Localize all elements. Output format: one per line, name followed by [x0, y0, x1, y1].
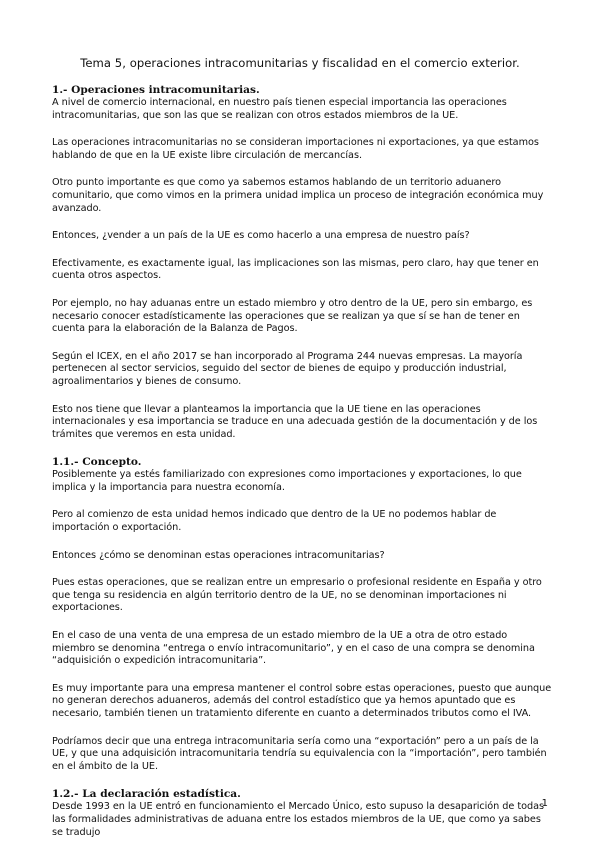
- paragraph: Las operaciones intracomunitarias no se consideran importaciones ni exportaciones, ya que estamos hablando de que en la UE existe libre circulación de mercancías.: [52, 137, 539, 161]
- paragraph: Pero al comienzo de esta unidad hemos indicado que dentro de la UE no podemos hablar de importación o exportación.: [52, 509, 497, 534]
- paragraph: Posiblemente ya estés familiarizado con expresiones como importaciones y exportaciones, lo que implica y la importancia para nuestra economía.: [52, 469, 522, 493]
- document-title: Tema 5, operaciones intracomunitarias y fiscalidad en el comercio exterior.: [80, 56, 520, 70]
- paragraph: Es muy importante para una empresa mantener el control sobre estas operaciones, puesto que aunque no generan derechos aduaneros, además del control estadístico que ya hemos apuntado que es necesario, también tienen un tratamiento diferente en cuanto a determinados tributos como el IVA.: [52, 682, 552, 719]
- paragraph: A nivel de comercio internacional, en nuestro país tienen especial importancia las operaciones intracomunitarias, que son las que se realizan con otros estados miembros de la UE.: [52, 97, 507, 121]
- paragraph: Podríamos decir que una entrega intracomunitaria sería como una “exportación” pero a un país de la UE, y que una adquisición intracomunitaria tendría su equivalencia con la “importación”, pero también en el ámbito de la UE.: [52, 735, 547, 772]
- document-body: [52, 84, 552, 854]
- paragraph: Según el ICEX, en el año 2017 se han incorporado al Programa 244 nuevas empresas. La mayoría pertenecen al sector servicios, seguido del sector de bienes de equipo y producción industrial, agroalimentarios y bienes de consumo.: [52, 350, 523, 387]
- paragraph: Por ejemplo, no hay aduanas entre un estado miembro y otro dentro de la UE, pero sin embargo, es necesario conocer estadísticamente las operaciones que se realizan ya que sí se han de tener en cuenta para la elaboración de la Balanza de Pagos.: [52, 297, 533, 335]
- paragraph: Otro punto importante es que como ya sabemos estamos hablando de un territorio aduanero comunitario, que como vimos en la primera unidad implica un proceso de integración económica muy avanzado.: [52, 177, 544, 214]
- section-heading: 1.2.- La declaración estadística.: [52, 788, 241, 801]
- section-heading: 1.1.- Concepto.: [52, 456, 142, 469]
- paragraph: Entonces, ¿vender a un país de la UE es como hacerlo a una empresa de nuestro país?: [52, 230, 470, 242]
- paragraph: Pues estas operaciones, que se realizan entre un empresario o profesional residente en España y otro que tenga su residencia en algún territorio dentro de la UE, no se denominan importaciones ni exportaciones.: [52, 577, 542, 614]
- paragraph: Efectivamente, es exactamente igual, las implicaciones son las mismas, pero claro, hay que tener en cuenta otros aspectos.: [52, 257, 539, 282]
- page-number: 1: [541, 798, 548, 809]
- paragraph: Entonces ¿cómo se denominan estas operaciones intracomunitarias?: [52, 549, 385, 561]
- paragraph: Desde 1993 en la UE entró en funcionamiento el Mercado Único, esto supuso la desaparición de todas las formalidades administrativas de aduana entre los estados miembros de la UE, que como ya sabes se tradujo: [52, 801, 544, 838]
- paragraph: En el caso de una venta de una empresa de un estado miembro de la UE a otra de otro estado miembro se denomina “entrega o envío intracomunitario”, y en el caso de una compra se denomina “adquisición o expedición intracomunitaria”.: [52, 630, 535, 667]
- section-heading: 1.- Operaciones intracomunitarias.: [52, 84, 260, 96]
- paragraph: Esto nos tiene que llevar a planteamos la importancia que la UE tiene en las operaciones internacionales y esa importancia se traduce en una adecuada gestión de la documentación y de los trámites que veremos en esta unidad.: [52, 403, 538, 440]
